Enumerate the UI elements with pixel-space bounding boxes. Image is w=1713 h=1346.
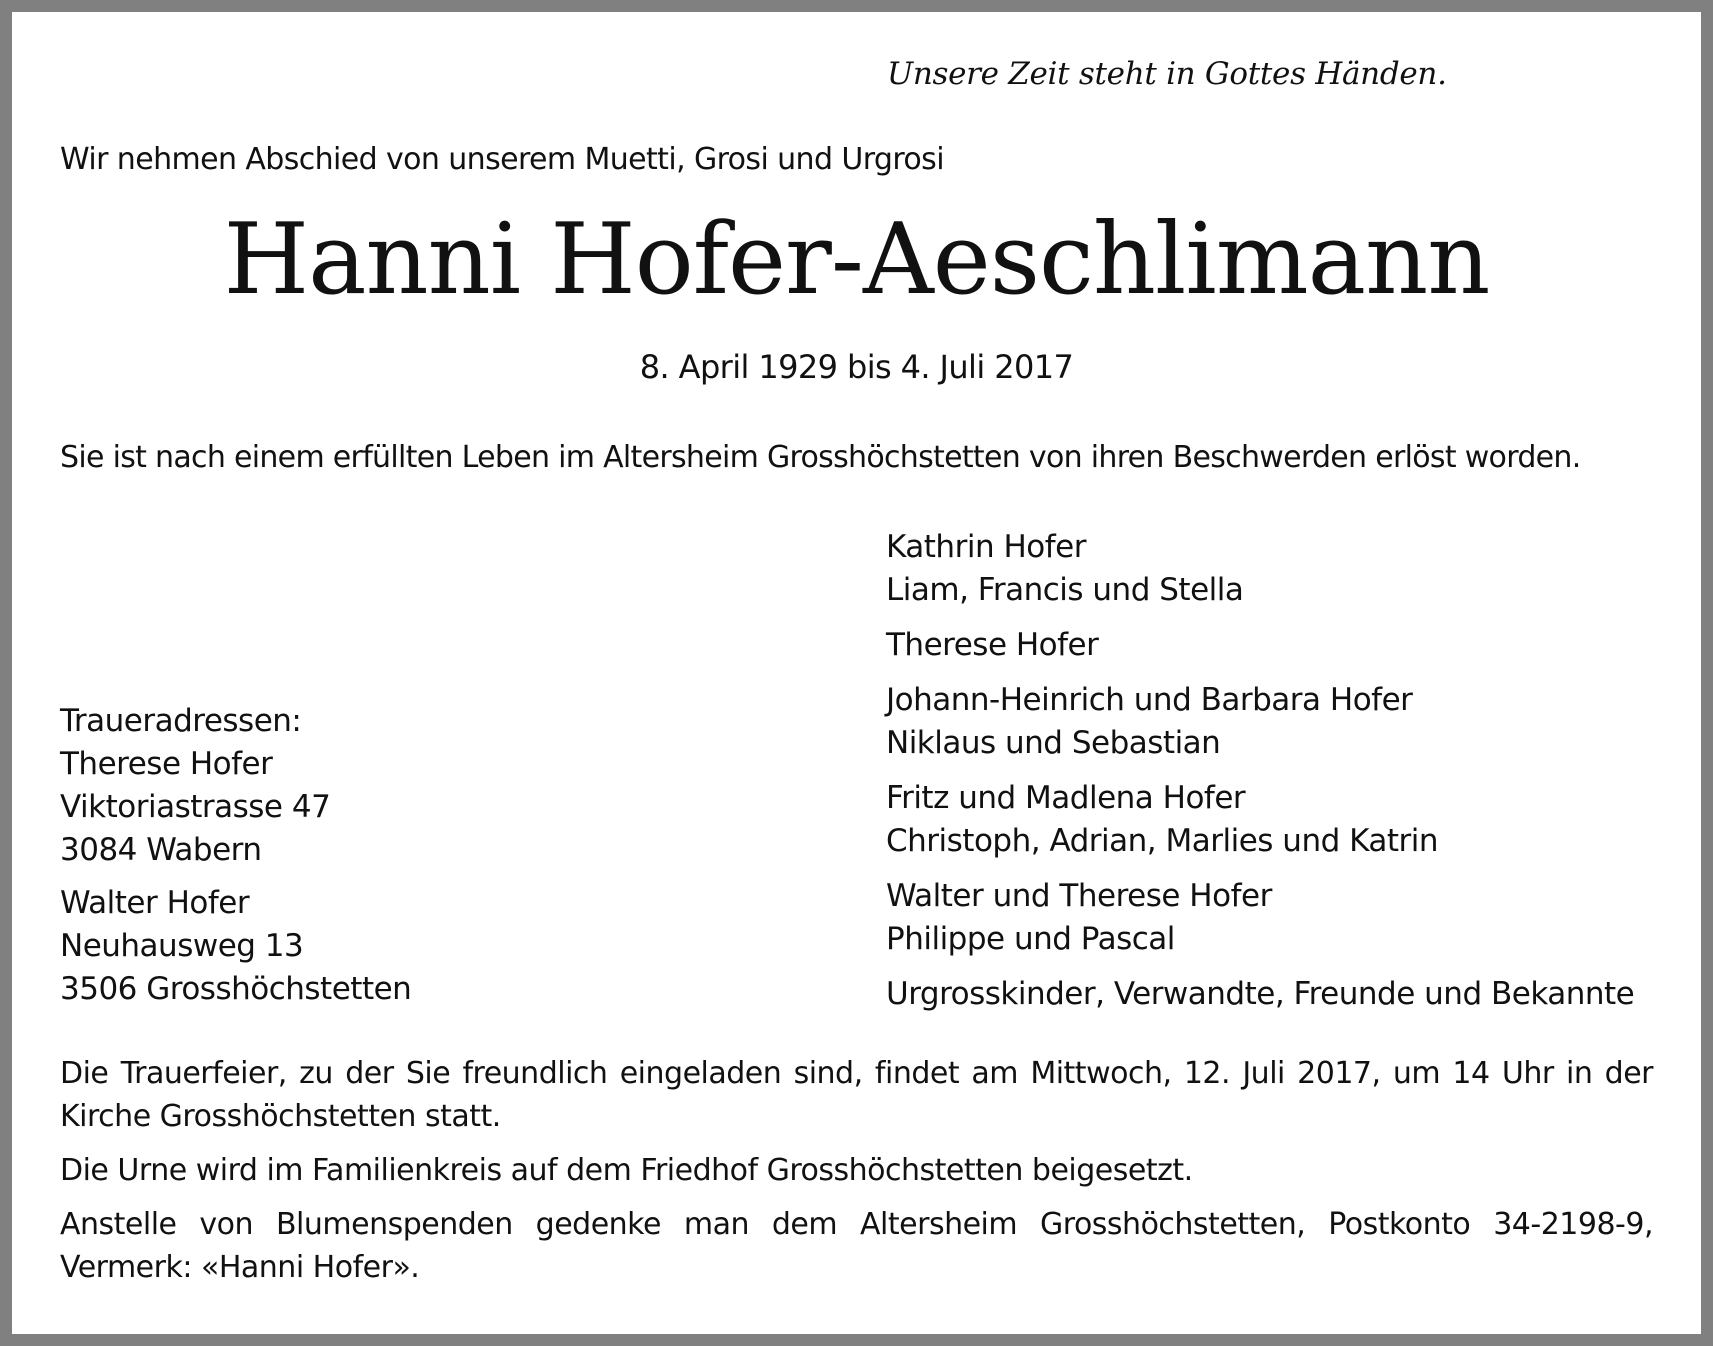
life-dates: 8. April 1929 bis 4. Juli 2017 <box>639 348 1074 386</box>
address-name: Therese Hofer <box>60 746 273 782</box>
mourning-addresses <box>60 700 411 1011</box>
death-statement: Sie ist nach einem erfüllten Leben im Altersheim Grosshöchstetten von ihren Beschwerden erlöst worden. <box>60 440 1581 475</box>
ceremony-paragraph: Die Trauerfeier, zu der Sie freundlich eingeladen sind, findet am Mittwoch, 12. Juli 2017, um 14 Uhr in der Kirche Grosshöchstetten statt. <box>60 1056 1653 1134</box>
address-name: Walter Hofer <box>60 885 250 921</box>
urn-paragraph: Die Urne wird im Familienkreis auf dem Friedhof Grosshöchstetten beigesetzt. <box>60 1153 1193 1188</box>
deceased-name: Hanni Hofer-Aeschlimann <box>223 203 1490 317</box>
addresses-heading: Traueradressen: <box>60 703 302 739</box>
family-group <box>886 624 1634 667</box>
family-list <box>886 526 1634 1028</box>
family-group <box>886 679 1634 765</box>
family-member: Kathrin Hofer <box>886 529 1086 565</box>
motto: Unsere Zeit steht in Gottes Händen. <box>887 56 1447 92</box>
address-entry <box>60 882 411 1011</box>
address-city: 3506 Grosshöchstetten <box>60 971 412 1007</box>
family-member: Christoph, Adrian, Marlies und Katrin <box>886 823 1439 859</box>
family-member: Fritz und Madlena Hofer <box>886 780 1246 816</box>
family-member: Urgrosskinder, Verwandte, Freunde und Bekannte <box>886 976 1635 1012</box>
donation-paragraph: Anstelle von Blumenspenden gedenke man dem Altersheim Grosshöchstetten, Postkonto 34-2198-9, Vermerk: «Hanni Hofer». <box>60 1207 1653 1285</box>
obituary-notice <box>12 12 1701 1334</box>
family-member: Therese Hofer <box>886 627 1099 663</box>
family-member: Philippe und Pascal <box>886 921 1175 957</box>
closing-text <box>60 1052 1653 1300</box>
family-group <box>886 875 1634 961</box>
family-member: Liam, Francis und Stella <box>886 572 1244 608</box>
intro-line: Wir nehmen Abschied von unserem Muetti, Grosi und Urgrosi <box>60 142 944 177</box>
family-group <box>886 973 1634 1016</box>
address-street: Neuhausweg 13 <box>60 928 304 964</box>
family-member: Walter und Therese Hofer <box>886 878 1272 914</box>
family-member: Johann-Heinrich und Barbara Hofer <box>886 682 1413 718</box>
family-member: Niklaus und Sebastian <box>886 725 1221 761</box>
family-group <box>886 777 1634 863</box>
family-group <box>886 526 1634 612</box>
address-city: 3084 Wabern <box>60 832 262 868</box>
address-spacer <box>60 872 411 882</box>
address-street: Viktoriastrasse 47 <box>60 789 331 825</box>
address-entry <box>60 743 411 872</box>
